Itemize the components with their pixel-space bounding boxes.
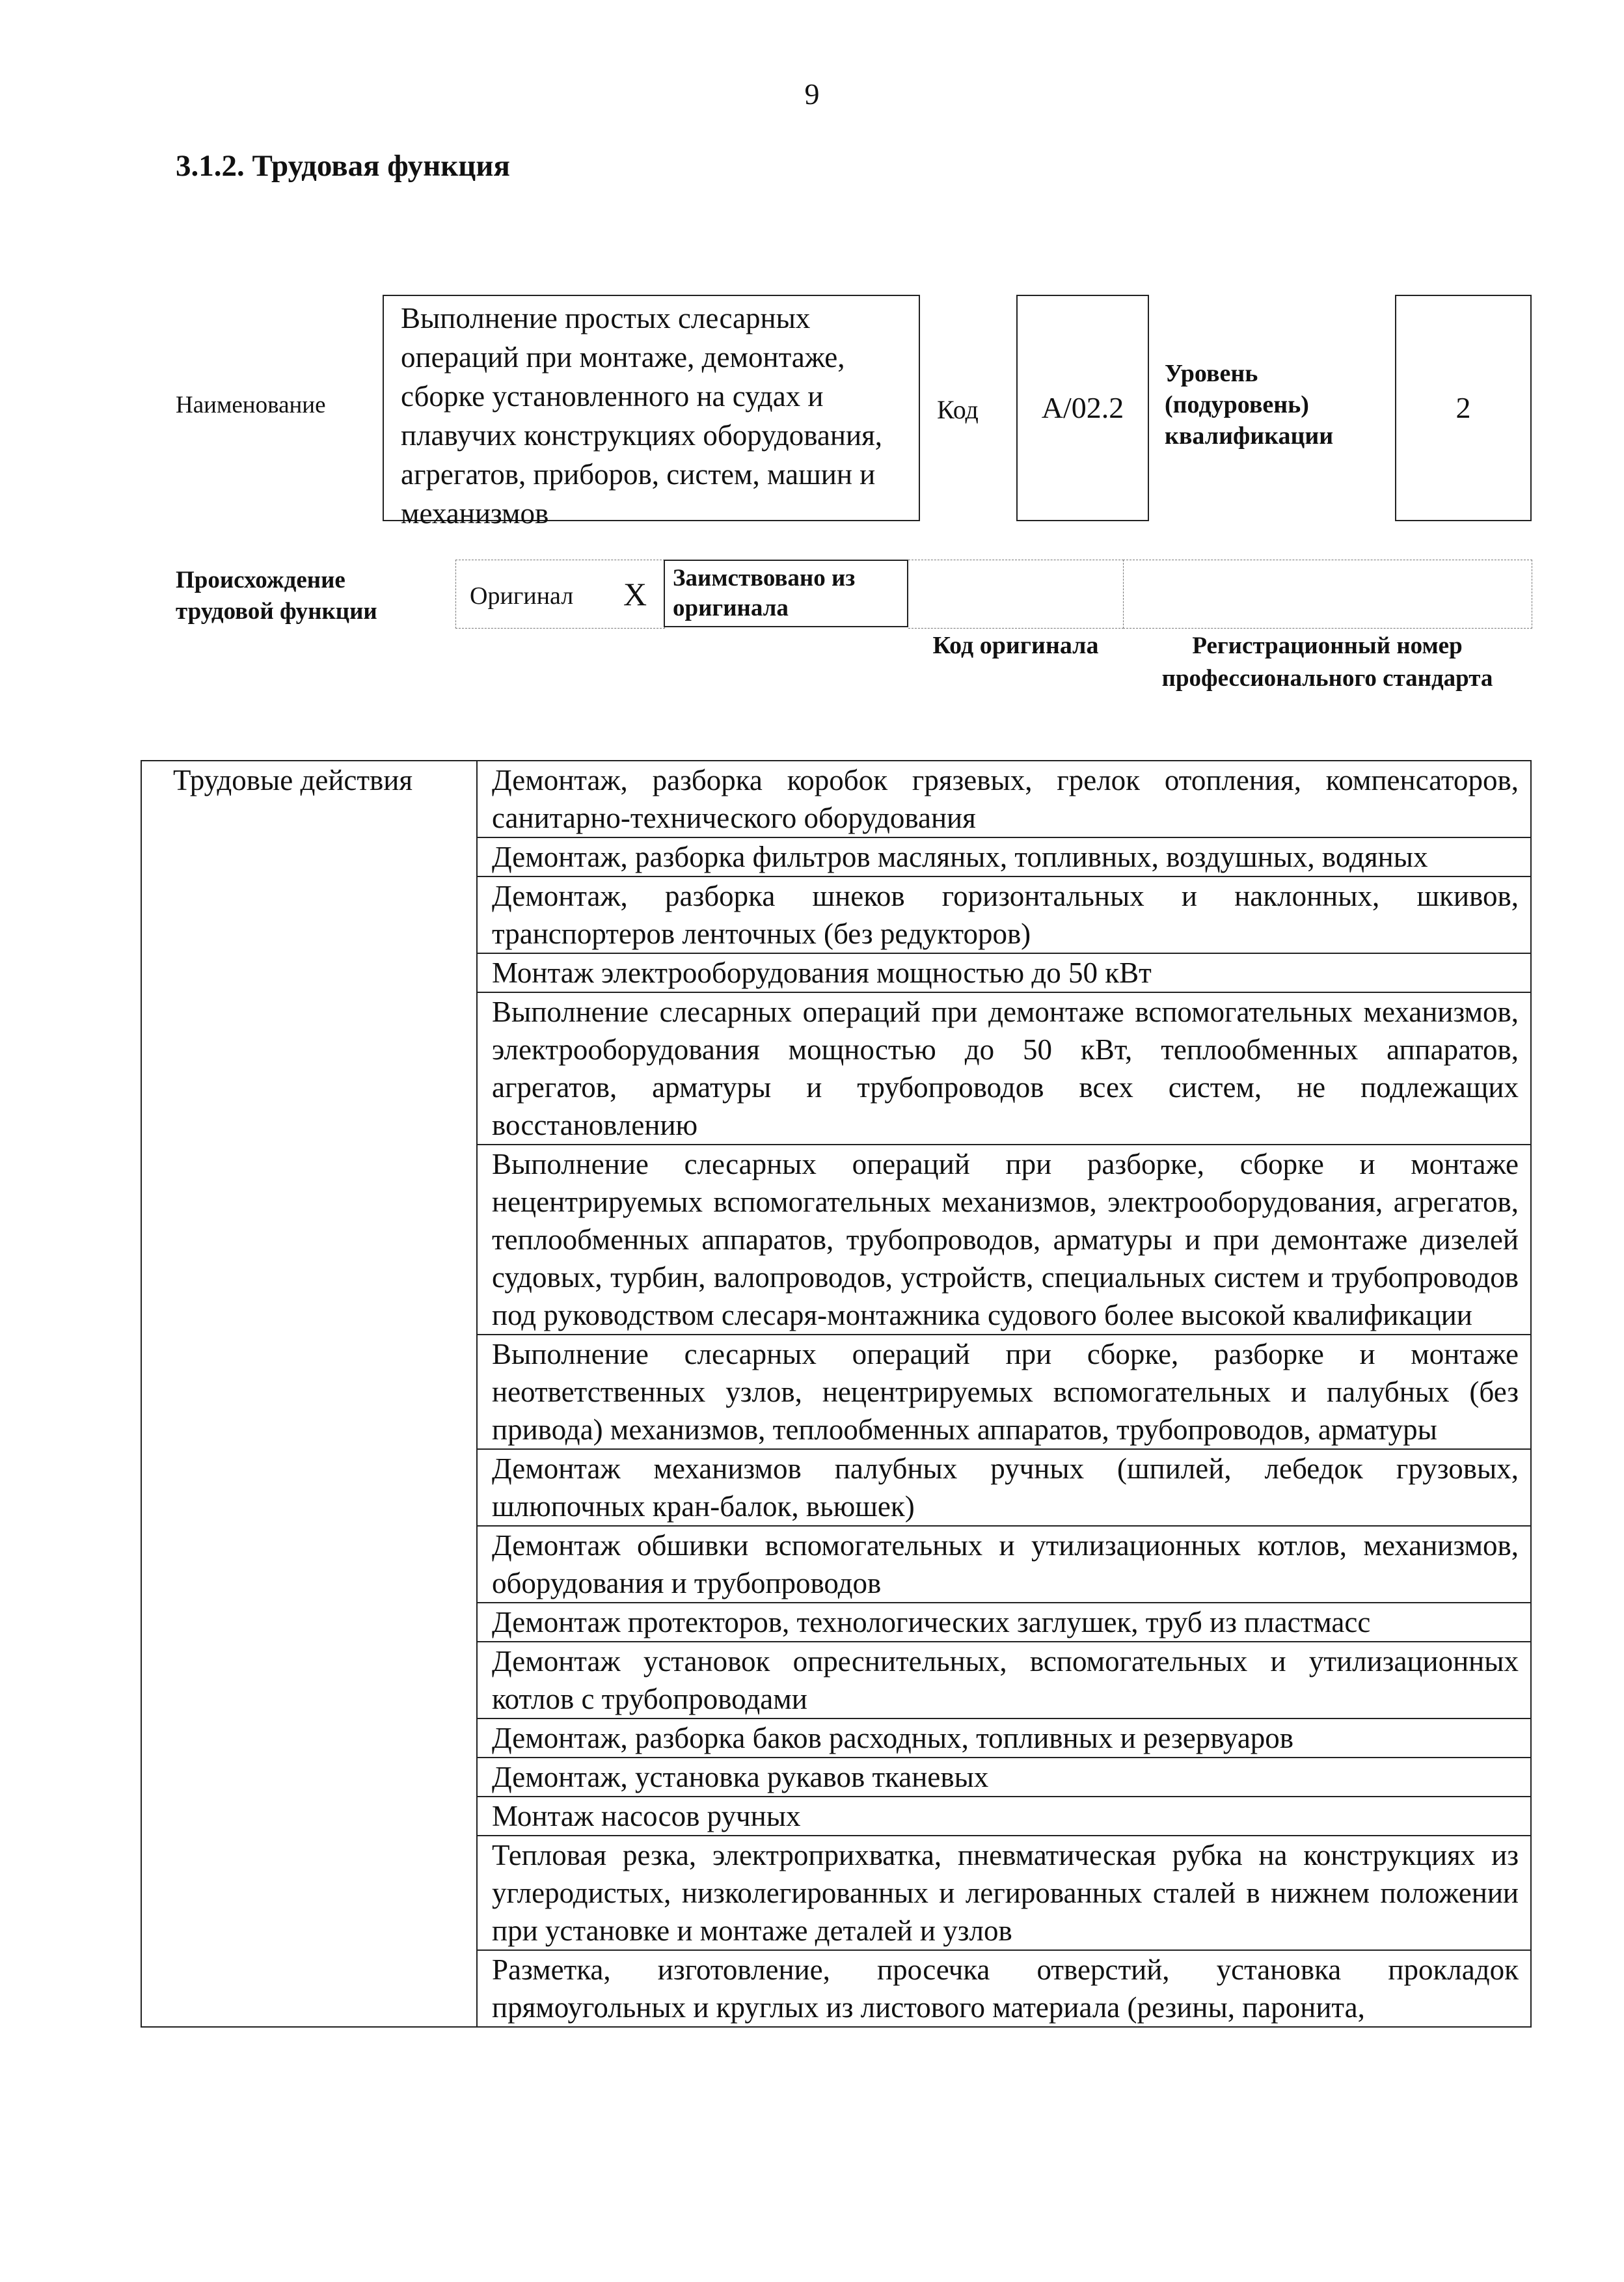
- table-row: [141, 761, 1531, 837]
- origin-label: Происхождение трудовой функции: [176, 567, 377, 625]
- action-item: Демонтаж, разборка коробок грязевых, грелок отопления, компенсаторов, санитарно-технического оборудования: [477, 761, 1531, 837]
- level-label: Уровень (подуровень) квалификации: [1165, 360, 1334, 450]
- original-code-caption: Код оригинала: [932, 632, 1099, 659]
- actions-table: [141, 760, 1532, 2028]
- action-item: Выполнение слесарных операций при сборке, разборке и монтаже неответственных узлов, нецентрируемых вспомогательных и палубных (без привода) механизмов, теплообменных аппаратов, трубопроводов, арматуры: [477, 1335, 1531, 1449]
- section-title: 3.1.2. Трудовая функция: [176, 149, 510, 183]
- page-number: 9: [804, 77, 820, 111]
- action-item: Разметка, изготовление, просечка отверстий, установка прокладок прямоугольных и круглых из листового материала (резины, паронита,: [477, 1950, 1531, 2027]
- action-item: Демонтаж механизмов палубных ручных (шпилей, лебедок грузовых, шлюпочных кран-балок, вьюшек): [477, 1449, 1531, 1526]
- original-label: Оригинал: [470, 582, 574, 610]
- borrowed-label: Заимствовано из оригинала: [673, 565, 856, 621]
- function-name-cell: [383, 295, 920, 530]
- name-label: Наименование: [176, 392, 326, 418]
- function-name: Выполнение простых слесарных операций при монтаже, демонтаже, сборке установленного на судах и плавучих конструкциях оборудования, агрегатов, приборов, систем, машин и механизмов: [401, 302, 883, 530]
- action-item: Демонтаж, разборка баков расходных, топливных и резервуаров: [477, 1718, 1531, 1758]
- code-value: A/02.2: [1041, 391, 1124, 424]
- action-item: Демонтаж, разборка фильтров масляных, топливных, воздушных, водяных: [477, 837, 1531, 876]
- actions-header: Трудовые действия: [141, 761, 477, 2027]
- action-item: Демонтаж установок опреснительных, вспомогательных и утилизационных котлов с трубопроводами: [477, 1642, 1531, 1718]
- action-item: Демонтаж, разборка шнеков горизонтальных и наклонных, шкивов, транспортеров ленточных (без редукторов): [477, 876, 1531, 953]
- action-item: Тепловая резка, электроприхватка, пневматическая рубка на конструкциях из углеродистых, низколегированных и легированных сталей в нижнем положении при установке и монтаже деталей и узлов: [477, 1836, 1531, 1950]
- original-mark: X: [623, 576, 647, 612]
- registration-caption: Регистрационный номер профессионального стандарта: [1161, 632, 1493, 692]
- action-item: Демонтаж обшивки вспомогательных и утилизационных котлов, механизмов, оборудования и трубопроводов: [477, 1526, 1531, 1603]
- level-value: 2: [1455, 391, 1471, 424]
- action-item: Выполнение слесарных операций при демонтаже вспомогательных механизмов, электрооборудования мощностью до 50 кВт, теплообменных аппаратов, агрегатов, арматуры и трубопроводов всех систем, не подлежащих восстановлению: [477, 992, 1531, 1145]
- registration-number-cell: [1123, 560, 1532, 629]
- original-code-cell: [908, 560, 1124, 629]
- action-item: Выполнение слесарных операций при разборке, сборке и монтаже нецентрируемых вспомогательных механизмов, электрооборудования, агрегатов, теплообменных аппаратов, трубопроводов, арматуры и при демонтаже дизелей судовых, турбин, валопроводов, устройств, специальных систем и трубопроводов под руководством слесаря-монтажника судового более высокой квалификации: [477, 1145, 1531, 1335]
- code-label: Код: [937, 395, 979, 424]
- action-item: Демонтаж протекторов, технологических заглушек, труб из пластмасс: [477, 1603, 1531, 1642]
- action-item: Монтаж насосов ручных: [477, 1797, 1531, 1836]
- action-item: Демонтаж, установка рукавов тканевых: [477, 1758, 1531, 1797]
- action-item: Монтаж электрооборудования мощностью до 50 кВт: [477, 953, 1531, 992]
